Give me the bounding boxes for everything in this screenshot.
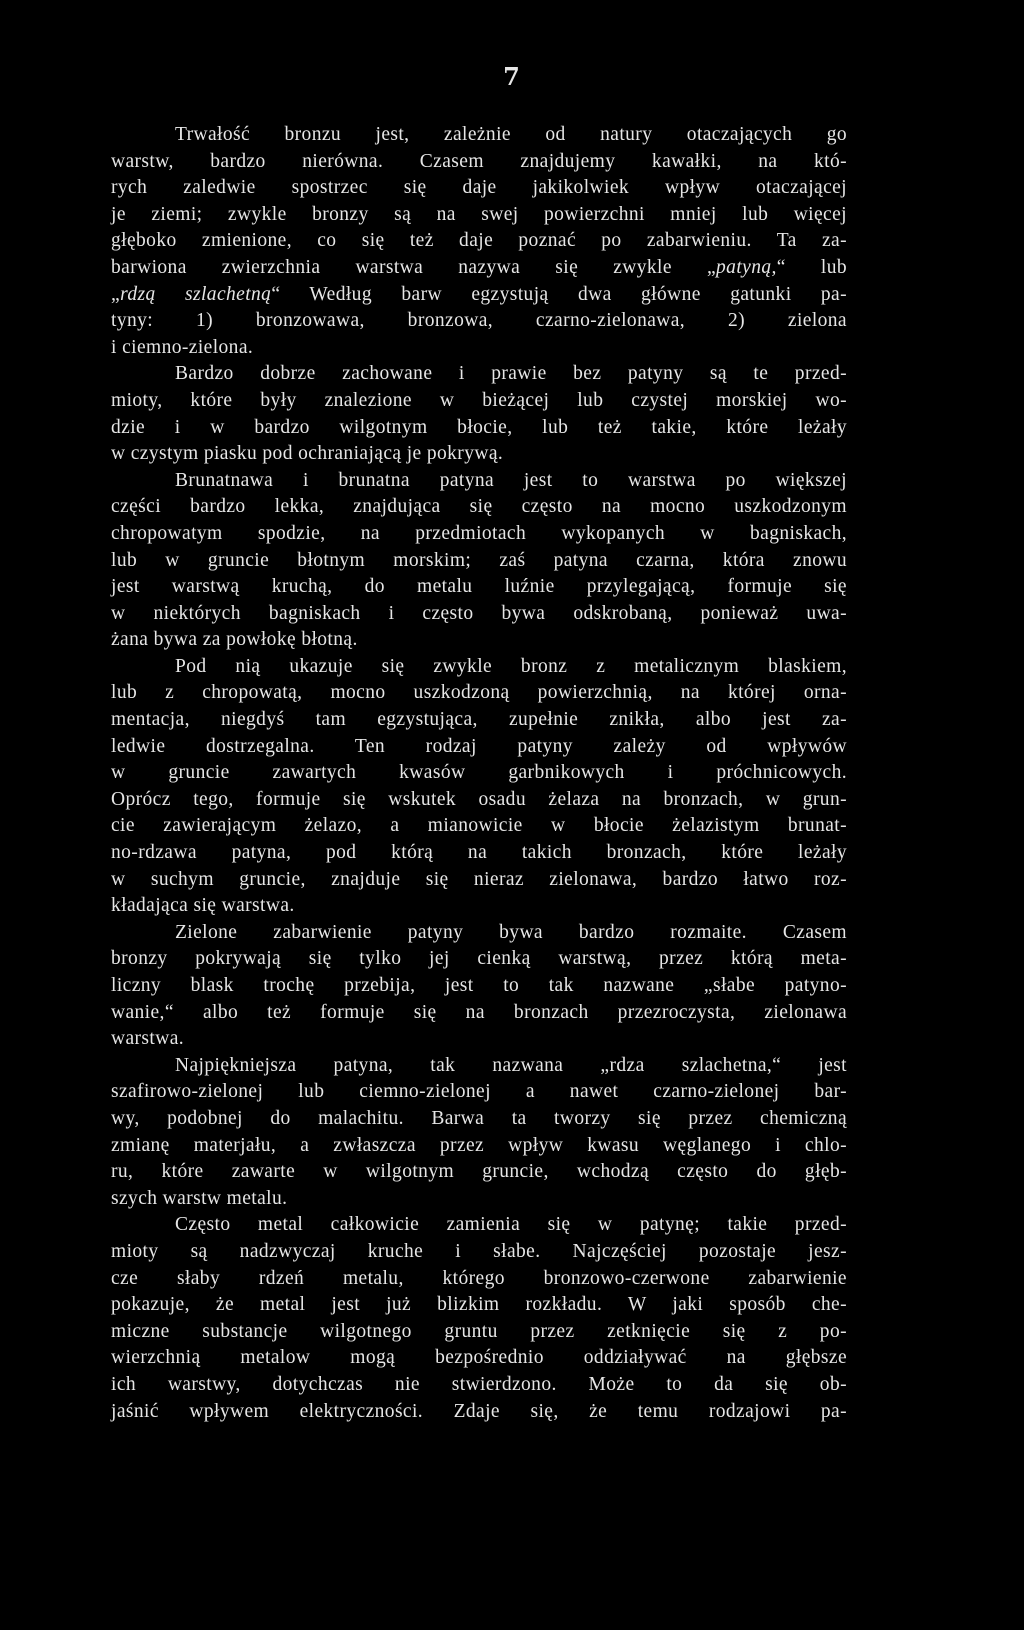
text-line: w czystym piasku pod ochraniającą je pokrywą. [111,443,504,465]
body-text [111,122,847,1425]
text-line: barwiona zwierzchnia warstwa nazywa się zwykle „patyną,“ lub [111,256,847,278]
text-line: w gruncie zawartych kwasów garbnikowych i próchnicowych. [111,762,847,784]
text-line: „rdzą szlachetną“ Według barw egzystują dwa główne gatunki pa- [111,283,847,305]
text-line: dzie i w bardzo wilgotnym błocie, lub też takie, które leżały [111,416,847,438]
text-line: wy, podobnej do malachitu. Barwa ta tworzy się przez chemiczną [111,1107,847,1129]
text-line: ru, które zawarte w wilgotnym gruncie, wchodzą często do głęb- [111,1161,847,1183]
text-line: lub w gruncie błotnym morskim; zaś patyna czarna, która znowu [111,549,847,571]
text-line: warstwa. [111,1028,185,1050]
page-number: 7 [503,62,521,91]
text-line: w suchym gruncie, znajduje się nieraz zielonawa, bardzo łatwo roz- [111,868,847,890]
text-line: jest warstwą kruchą, do metalu luźnie przylegającą, formuje się [111,576,847,598]
text-line: części bardzo lekka, znajdująca się często na mocno uszkodzonym [111,496,847,518]
text-line: Najpiękniejsza patyna, tak nazwana „rdza szlachetna,“ jest [175,1054,847,1076]
text-line: no-rdzawa patyna, pod którą na takich bronzach, które leżały [111,842,847,864]
text-line: mentacja, niegdyś tam egzystująca, zupełnie znikła, albo jest za- [111,709,847,731]
text-line: miczne substancje wilgotnego gruntu przez zetknięcie się z po- [111,1320,847,1342]
text-line: zmianę materjału, a zwłaszcza przez wpływ kwasu węglanego i chlo- [111,1134,847,1156]
text-line: głęboko zmienione, co się też daje poznać po zabarwieniu. Ta za- [111,230,847,252]
text-line: cie zawierającym żelazo, a mianowicie w błocie żelazistym brunat- [111,815,847,837]
text-line: rych zaledwie spostrzec się daje jakikolwiek wpływ otaczającej [111,177,847,199]
text-line: Brunatnawa i brunatna patyna jest to warstwa po większej [175,469,847,491]
text-line: szych warstw metalu. [111,1187,288,1209]
text-line: żana bywa za powłokę błotną. [111,629,358,651]
text-line: mioty, które były znalezione w bieżącej lub czystej morskiej wo- [111,389,847,411]
text-line: kładająca się warstwa. [111,895,295,917]
text-line: chropowatym spodzie, na przedmiotach wykopanych w bagniskach, [111,522,847,544]
text-line: Oprócz tego, formuje się wskutek osadu żelaza na bronzach, w grun- [111,788,847,810]
text-line: je ziemi; zwykle bronzy są na swej powierzchni mniej lub więcej [111,203,847,225]
text-line: ich warstwy, dotychczas nie stwierdzono. Może to da się ob- [111,1373,847,1395]
text-line: jaśnić wpływem elektryczności. Zdaje się, że temu rodzajowi pa- [111,1400,847,1422]
text-line: Często metal całkowicie zamienia się w patynę; takie przed- [175,1214,847,1236]
text-line: bronzy pokrywają się tylko jej cienką warstwą, przez którą meta- [111,948,847,970]
text-line: wanie,“ albo też formuje się na bronzach przezroczysta, zielonawa [111,1001,847,1023]
text-line: i ciemno-zielona. [111,336,254,358]
text-line: lub z chropowatą, mocno uszkodzoną powierzchnią, na której orna- [111,682,847,704]
text-line: Zielone zabarwienie patyny bywa bardzo rozmaite. Czasem [175,921,847,943]
text-line: Trwałość bronzu jest, zależnie od natury otaczających go [175,124,847,145]
text-line: szafirowo-zielonej lub ciemno-zielonej a nawet czarno-zielonej bar- [111,1081,847,1103]
text-line: cze słaby rdzeń metalu, którego bronzowo-czerwone zabarwienie [111,1267,847,1289]
text-line: liczny blask trochę przebija, jest to tak nazwane „słabe patyno- [111,975,847,996]
text-line: w niektórych bagniskach i często bywa odskrobaną, ponieważ uwa- [111,602,847,624]
text-line: tyny: 1) bronzowawa, bronzowa, czarno-zielonawa, 2) zielona [111,310,847,332]
text-line: pokazuje, że metal jest już blizkim rozkładu. W jaki sposób che- [111,1294,847,1316]
text-line: Bardzo dobrze zachowane i prawie bez patyny są te przed- [175,363,847,385]
text-line: wierzchnią metalow mogą bezpośrednio oddziaływać na głębsze [111,1347,847,1369]
text-line: mioty są nadzwyczaj kruche i słabe. Najczęściej pozostaje jesz- [111,1240,847,1262]
text-line: Pod nią ukazuje się zwykle bronz z metalicznym blaskiem, [175,655,847,677]
text-line: ledwie dostrzegalna. Ten rodzaj patyny zależy od wpływów [111,735,847,757]
text-line: warstw, bardzo nierówna. Czasem znajdujemy kawałki, na któ- [111,150,847,172]
